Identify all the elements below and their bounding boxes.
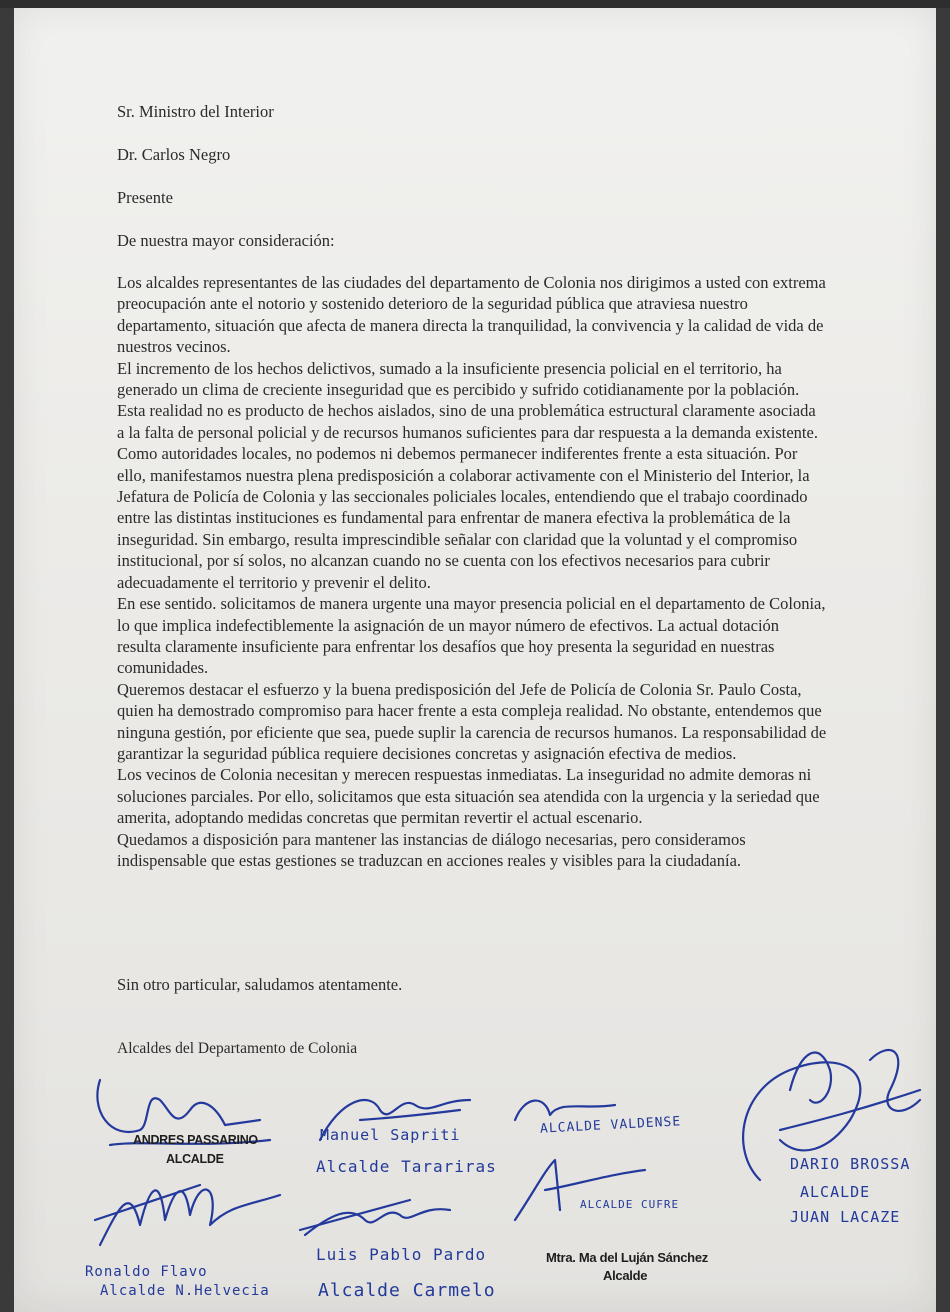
handwritten-title: ALCALDE CUFRE [580, 1198, 680, 1211]
handwritten-title: Alcalde Tarariras [316, 1157, 497, 1176]
greeting: De nuestra mayor consideración: [117, 231, 335, 250]
handwritten-title: ALCALDE [800, 1183, 871, 1201]
stamp-passarino-title: ALCALDE [166, 1152, 224, 1166]
signature-scribble-6 [505, 1150, 655, 1230]
paragraph: El incremento de los hechos delictivos, sumado a la insuficiente presencia policial en el territorio, ha generado un clima de creciente inseguridad que es percibido y sufrido cotidianamente por la población. Esta realidad no es producto de hechos aislados, sino de una problemática estructural claramente asociada a la falta de personal policial y de recursos humanos suficientes para dar respuesta a la demanda existente. [117, 358, 818, 442]
recipient-title: Sr. Ministro del Interior [117, 102, 274, 121]
recipient-name: Dr. Carlos Negro [117, 145, 231, 164]
handwritten-name: Manuel Sapriti [320, 1126, 461, 1144]
paragraph: Como autoridades locales, no podemos ni debemos permanecer indiferentes frente a esta situación. Por ello, manifestamos nuestra plena predisposición a colaborar activamente con el Ministerio del Interior, la Jefatura de Policía de Colonia y las seccionales policiales locales, entendiendo que el trabajo coordinado entre las distintas instituciones es fundamental para enfrentar de manera efectiva la problemática de la inseguridad. Sin embargo, resulta imprescindible señalar con claridad que la voluntad y el compromiso institucional, por sí solos, no alcanzan cuando no se cuenta con los efectivos necesarios para cubrir adecuadamente el territorio y prevenir el delito. [117, 444, 810, 592]
scan-edge [0, 0, 950, 8]
paragraph: Queremos destacar el esfuerzo y la buena predisposición del Jefe de Policía de Colonia Sr. Paulo Costa, quien ha demostrado compromiso para hacer frente a esta compleja realidad. No obstante, entendemos que ninguna gestión, por eficiente que sea, puede suplir la carencia de recursos humanos. La responsabilidad de garantizar la seguridad pública requiere decisiones concretas y asignación efectiva de medios. [117, 679, 827, 763]
handwritten-title: ALCALDE VALDENSE [539, 1114, 682, 1137]
signature-scribble-2 [90, 1165, 290, 1255]
handwritten-title: Alcalde N.Helvecia [100, 1283, 270, 1299]
paragraph: Quedamos a disposición para mantener las instancias de diálogo necesarias, pero consideramos indispensable que estas gestiones se traduzcan en acciones reales y visibles para la ciudadanía. [117, 829, 746, 870]
paragraph: En ese sentido. solicitamos de manera urgente una mayor presencia policial en el departamento de Colonia, lo que implica indefectiblemente la asignación de un mayor número de efectivos. La actual dotación resulta claramente insuficiente para enfrentar los desafíos que hoy presenta la seguridad en nuestras comunidades. [117, 594, 826, 678]
signature-scribble-7 [720, 1030, 940, 1200]
handwritten-name: DARIO BROSSA [790, 1155, 911, 1173]
recipient-presente: Presente [117, 188, 173, 207]
letter-body [117, 272, 827, 871]
handwritten-title: Alcalde Carmelo [318, 1280, 496, 1301]
stamp-passarino-name: ANDRES PASSARINO [133, 1133, 258, 1147]
closing-line: Sin otro particular, saludamos atentamente. [117, 975, 403, 994]
handwritten-name: Luis Pablo Pardo [316, 1245, 487, 1264]
paragraph: Los alcaldes representantes de las ciudades del departamento de Colonia nos dirigimos a usted con extrema preocupación ante el notorio y sostenido deterioro de la seguridad pública que atraviesa nuestro departamento, situación que afecta de manera directa la tranquilidad, la convivencia y la calidad de vida de nuestros vecinos. [117, 273, 826, 357]
paragraph: Los vecinos de Colonia necesitan y merecen respuestas inmediatas. La inseguridad no admite demoras ni soluciones parciales. Por ello, solicitamos que esta situación sea atendida con la urgencia y la seriedad que amerita, adoptando medidas concretas que permitan revertir el actual escenario. [117, 765, 820, 828]
handwritten-name: JUAN LACAZE [790, 1208, 901, 1226]
signature-scribble-4 [290, 1185, 460, 1245]
stamp-sanchez-name: Mtra. Ma del Luján Sánchez [546, 1250, 708, 1265]
stamp-sanchez-title: Alcalde [603, 1268, 648, 1283]
handwritten-name: Ronaldo Flavo [85, 1264, 208, 1280]
signatory-group: Alcaldes del Departamento de Colonia [117, 1040, 358, 1057]
